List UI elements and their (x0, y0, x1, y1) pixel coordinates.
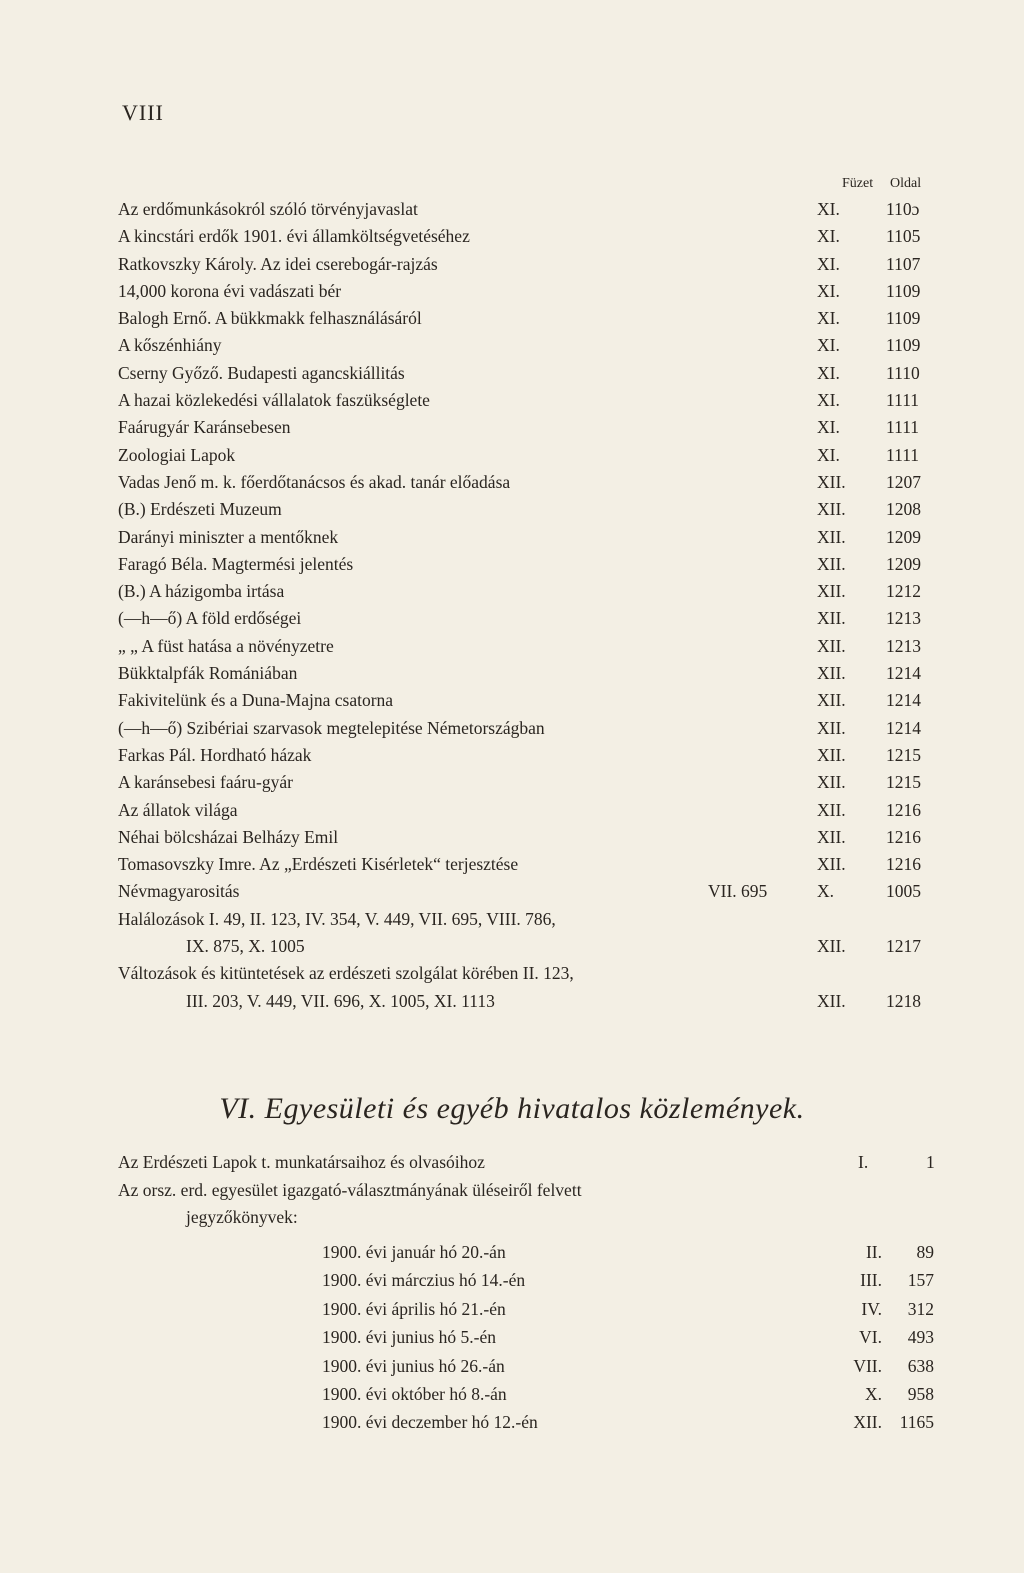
index-entry (118, 687, 960, 714)
entry-title: Változások és kitüntetések az erdészeti szolgálat körében II. 123, (118, 963, 574, 984)
meeting-date-entry (322, 1408, 962, 1436)
index-entry (118, 578, 960, 605)
entry-inline-ref: VII. 695 (708, 881, 768, 902)
entry-title: (—h—ő) Szibériai szarvasok megtelepitése Németországban (118, 717, 545, 738)
meeting-fuzet: VII. (853, 1355, 882, 1376)
fuzet-header: Füzet (842, 176, 874, 191)
entry-fuzet: XI. (817, 362, 840, 383)
section-entry-title: jegyzőkönyvek: (186, 1207, 298, 1227)
entry-title: Halálozások I. 49, II. 123, IV. 354, V. 449, VII. 695, VIII. 786, (118, 908, 556, 929)
section-entry-oldal: 1 (926, 1152, 935, 1172)
index-entry (118, 332, 960, 359)
section-entry (118, 1177, 960, 1205)
meeting-oldal: 89 (916, 1242, 934, 1262)
entry-title: Balogh Ernő. A bükkmakk felhasználásáról (118, 308, 422, 329)
entry-title: „ „ A füst hatása a növényzetre (118, 635, 334, 656)
entry-fuzet: XI. (817, 308, 840, 329)
index-entry (118, 387, 960, 414)
section-entry-title: Az orsz. erd. egyesület igazgató-választmányának üléseiről felvett (118, 1179, 582, 1200)
entry-oldal: 1214 (886, 690, 921, 711)
entry-title: Néhai bölcsházai Belházy Emil (118, 826, 339, 847)
section-entry-title: Az Erdészeti Lapok t. munkatársaihoz és olvasóihoz (118, 1152, 485, 1172)
entry-oldal: 1213 (886, 608, 921, 629)
entry-oldal: 1215 (886, 772, 921, 793)
index-entry (118, 414, 960, 441)
entry-title: A hazai közlekedési vállalatok faszükséglete (118, 390, 430, 411)
index-entry (118, 278, 960, 305)
index-entry (118, 305, 960, 332)
entry-oldal: 1208 (886, 499, 921, 520)
entry-oldal: 1111 (886, 417, 920, 438)
meeting-date-entry (322, 1352, 962, 1380)
meeting-date: 1900. évi április hó 21.-én (322, 1298, 506, 1319)
entry-title: Tomasovszky Imre. Az „Erdészeti Kisérletek“ terjesztése (118, 854, 519, 875)
entry-oldal: 1107 (886, 253, 921, 274)
entry-fuzet: XII. (817, 526, 846, 547)
entry-oldal: 1109 (886, 308, 921, 329)
entry-oldal: 1216 (886, 799, 921, 820)
entry-oldal: 1105 (886, 226, 921, 247)
meeting-date: 1900. évi márczius hó 14.-én (322, 1270, 526, 1291)
entry-oldal: 110ɔ (886, 199, 920, 219)
entry-title: Faragó Béla. Magtermési jelentés (118, 553, 354, 574)
entry-title: Az állatok világa (118, 799, 238, 820)
entry-title: A kőszénhiány (118, 335, 222, 356)
index-entry (118, 660, 960, 687)
entry-oldal: 1216 (886, 826, 921, 847)
index-entry (118, 360, 960, 387)
entry-fuzet: XII. (817, 799, 846, 820)
entry-fuzet: XII. (817, 471, 846, 492)
entry-fuzet: XI. (817, 253, 840, 274)
entry-fuzet: XII. (817, 663, 846, 684)
meeting-date-entry (322, 1323, 962, 1351)
entry-oldal: 1209 (886, 553, 921, 574)
entry-fuzet: XI. (817, 417, 840, 438)
entry-title: Ratkovszky Károly. Az idei cserebogár-rajzás (118, 253, 438, 274)
oldal-header: Oldal (890, 176, 922, 191)
entry-title: Bükktalpfák Romániában (118, 663, 298, 684)
index-entry (118, 633, 960, 660)
meeting-date: 1900. évi junius hó 5.-én (322, 1327, 497, 1348)
entry-fuzet: XI. (817, 335, 840, 356)
entry-title: Faárugyár Karánsebesen (118, 417, 291, 438)
meeting-fuzet: III. (860, 1270, 882, 1291)
entry-oldal: 1217 (886, 936, 921, 957)
meeting-oldal: 958 (907, 1383, 934, 1404)
entry-fuzet: XII. (817, 581, 846, 602)
entry-title: 14,000 korona évi vadászati bér (118, 280, 342, 301)
index-entry (118, 851, 960, 878)
entry-fuzet: XII. (817, 936, 846, 957)
entry-fuzet: XII. (817, 635, 846, 656)
entry-title: A kincstári erdők 1901. évi államköltségvetéséhez (118, 226, 470, 247)
index-entry (118, 496, 960, 523)
entry-fuzet: XII. (817, 690, 846, 711)
index-entry (118, 933, 960, 960)
section-entry (118, 1149, 960, 1177)
entry-title: III. 203, V. 449, VII. 696, X. 1005, XI. 1113 (186, 990, 495, 1011)
meeting-date: 1900. évi október hó 8.-án (322, 1383, 507, 1404)
entry-fuzet: XI. (817, 390, 840, 411)
entry-fuzet: XI. (817, 280, 840, 301)
meeting-fuzet: VI. (859, 1327, 882, 1348)
index-entry (118, 469, 960, 496)
entry-oldal: 1109 (886, 280, 921, 301)
meeting-oldal: 1165 (899, 1412, 934, 1433)
meeting-dates-list (322, 1238, 962, 1437)
entry-fuzet: XII. (817, 553, 846, 574)
page-number: VIII (122, 100, 164, 125)
entry-title: IX. 875, X. 1005 (186, 936, 305, 957)
meeting-date-entry (322, 1238, 962, 1266)
entry-oldal: 1207 (886, 471, 921, 492)
entry-title: Farkas Pál. Hordható házak (118, 744, 312, 765)
entry-fuzet: XI. (817, 199, 840, 219)
index-entry (118, 524, 960, 551)
section-title: VI. Egyesületi és egyéb hivatalos közlemények. (219, 1092, 805, 1125)
index-entry (118, 715, 960, 742)
entry-oldal: 1111 (886, 390, 920, 411)
entry-title: Fakivitelünk és a Duna-Majna csatorna (118, 690, 394, 711)
index-entry (118, 769, 960, 796)
entry-title: Darányi miniszter a mentőknek (118, 526, 339, 547)
entry-title: (—h—ő) A föld erdőségei (118, 608, 302, 629)
entry-fuzet: XII. (817, 854, 846, 875)
entry-oldal: 1005 (886, 881, 921, 902)
index-entry (118, 797, 960, 824)
section-entries (118, 1149, 960, 1232)
meeting-date-entry (322, 1295, 962, 1323)
entry-oldal: 1111 (886, 444, 920, 465)
entry-fuzet: XII. (817, 772, 846, 793)
entry-oldal: 1214 (886, 663, 921, 684)
meeting-oldal: 312 (907, 1298, 934, 1319)
meeting-date: 1900. évi junius hó 26.-án (322, 1355, 505, 1376)
index-entry (118, 605, 960, 632)
section-entry (118, 1204, 960, 1232)
meeting-fuzet: IV. (861, 1298, 882, 1319)
meeting-date-entry (322, 1266, 962, 1294)
entry-fuzet: XI. (817, 226, 840, 247)
entry-title: Cserny Győző. Budapesti agancskiállitás (118, 362, 405, 383)
entry-oldal: 1214 (886, 717, 921, 738)
entry-fuzet: X. (817, 881, 835, 902)
entry-title: (B.) A házigomba irtása (118, 581, 285, 602)
meeting-fuzet: X. (864, 1383, 882, 1404)
entry-title: A karánsebesi faáru-gyár (118, 772, 293, 793)
index-entry (118, 551, 960, 578)
entry-fuzet: XII. (817, 717, 846, 738)
meeting-date-entry (322, 1380, 962, 1408)
entry-title: Vadas Jenő m. k. főerdőtanácsos és akad. tanár előadása (118, 471, 511, 492)
meeting-oldal: 638 (907, 1355, 934, 1376)
entry-title: Az erdőmunkásokról szóló törvényjavaslat (118, 199, 418, 219)
index-entries (118, 196, 960, 1015)
entry-oldal: 1218 (886, 990, 921, 1011)
index-entry (118, 442, 960, 469)
entry-oldal: 1109 (886, 335, 921, 356)
meeting-fuzet: XII. (853, 1412, 882, 1433)
entry-fuzet: XII. (817, 744, 846, 765)
index-entry (118, 742, 960, 769)
meeting-oldal: 493 (907, 1327, 934, 1348)
meeting-date: 1900. évi január hó 20.-án (322, 1242, 506, 1262)
entry-oldal: 1213 (886, 635, 921, 656)
entry-oldal: 1215 (886, 744, 921, 765)
section-entry-fuzet: I. (858, 1152, 869, 1172)
entry-fuzet: XII. (817, 608, 846, 629)
index-entry (118, 196, 960, 223)
entry-title: (B.) Erdészeti Muzeum (118, 499, 282, 520)
entry-fuzet: XII. (817, 826, 846, 847)
index-entry (118, 223, 960, 250)
entry-oldal: 1110 (886, 362, 920, 383)
entry-fuzet: XI. (817, 444, 840, 465)
meeting-date: 1900. évi deczember hó 12.-én (322, 1412, 538, 1433)
index-entry (118, 824, 960, 851)
index-entry (118, 251, 960, 278)
entry-oldal: 1216 (886, 854, 921, 875)
meeting-fuzet: II. (865, 1242, 882, 1262)
index-entry (118, 878, 960, 905)
entry-title: Zoologiai Lapok (118, 444, 236, 465)
entry-fuzet: XII. (817, 990, 846, 1011)
meeting-oldal: 157 (907, 1270, 934, 1291)
index-entry (118, 906, 960, 933)
entry-title: Névmagyarositás (118, 881, 240, 902)
index-entry (118, 960, 960, 987)
entry-fuzet: XII. (817, 499, 846, 520)
entry-oldal: 1212 (886, 581, 921, 602)
index-entry (118, 988, 960, 1015)
entry-oldal: 1209 (886, 526, 921, 547)
